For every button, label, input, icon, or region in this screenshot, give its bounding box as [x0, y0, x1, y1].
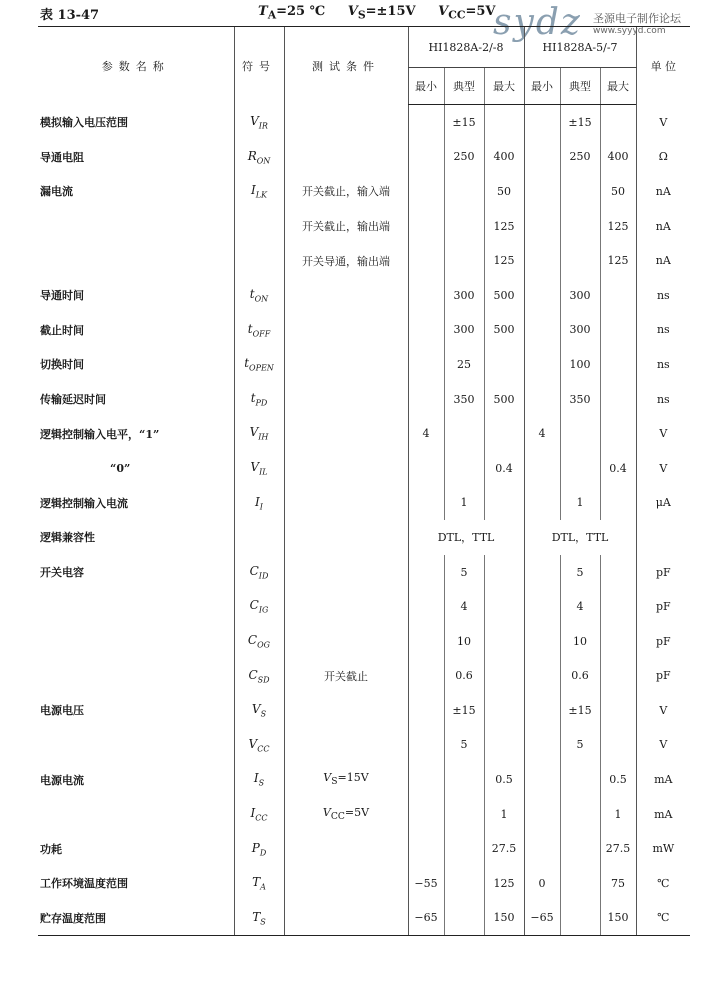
value-cell: 300 — [444, 313, 484, 348]
symbol: $t_{OFF}$ — [234, 313, 284, 348]
table-row — [38, 624, 690, 659]
watermark-url: www.syyyd.com — [593, 26, 666, 36]
unit: V — [636, 728, 690, 763]
watermark-logo: sydz — [493, 2, 582, 43]
table-row — [38, 589, 690, 624]
value-cell — [600, 382, 636, 417]
table-number: 表 13-47 — [40, 8, 100, 23]
value-cell — [444, 209, 484, 244]
value-cell — [408, 486, 444, 521]
value-cell — [444, 866, 484, 901]
col-condition: 测试条件 — [284, 27, 408, 105]
param-name: 模拟输入电压范围 — [40, 116, 128, 130]
value-cell — [524, 278, 560, 313]
value-cell — [444, 762, 484, 797]
value-cell: 50 — [600, 174, 636, 209]
symbol: $t_{ON}$ — [234, 278, 284, 313]
value-cell: 0 — [524, 866, 560, 901]
value-cell — [524, 140, 560, 175]
symbol: $T_S$ — [234, 901, 284, 936]
compat-value: DTL，TTL — [408, 520, 524, 555]
col-param: 参数名称 — [38, 27, 234, 105]
table-row — [38, 520, 690, 555]
value-cell — [484, 659, 524, 694]
param-name: 导通电阻 — [40, 150, 84, 164]
table-row — [38, 659, 690, 694]
value-cell — [600, 486, 636, 521]
value-cell: ±15 — [560, 693, 600, 728]
test-condition — [284, 347, 408, 382]
param-name: 导通时间 — [40, 289, 84, 303]
value-cell — [408, 831, 444, 866]
table-row — [38, 278, 690, 313]
col-max-2: 最大 — [600, 68, 636, 105]
table-row — [38, 313, 690, 348]
value-cell — [560, 243, 600, 278]
value-cell: 0.4 — [600, 451, 636, 486]
test-condition — [284, 486, 408, 521]
unit: mW — [636, 831, 690, 866]
value-cell: 125 — [600, 209, 636, 244]
value-cell: 125 — [484, 243, 524, 278]
value-cell — [408, 624, 444, 659]
param-name: 逻辑控制输入电流 — [40, 496, 128, 510]
table-row — [38, 174, 690, 209]
value-cell — [524, 451, 560, 486]
value-cell: 10 — [560, 624, 600, 659]
value-cell — [600, 347, 636, 382]
value-cell — [408, 347, 444, 382]
table-row — [38, 140, 690, 175]
value-cell — [600, 728, 636, 763]
value-cell — [524, 831, 560, 866]
value-cell: 75 — [600, 866, 636, 901]
unit: pF — [636, 555, 690, 590]
value-cell — [524, 243, 560, 278]
table-row — [38, 347, 690, 382]
unit: ℃ — [636, 901, 690, 936]
value-cell: 150 — [600, 901, 636, 936]
value-cell — [524, 693, 560, 728]
symbol: $C_{OG}$ — [234, 624, 284, 659]
param-name — [38, 659, 234, 694]
value-cell — [408, 589, 444, 624]
value-cell: 300 — [444, 278, 484, 313]
value-cell — [408, 105, 444, 140]
value-cell: 5 — [560, 555, 600, 590]
table-row — [38, 693, 690, 728]
value-cell: 500 — [484, 313, 524, 348]
value-cell — [484, 728, 524, 763]
param-name: 逻辑控制输入电平，“1” — [40, 427, 160, 441]
test-condition — [284, 382, 408, 417]
value-cell — [408, 659, 444, 694]
value-cell: 5 — [560, 728, 600, 763]
param-name: 截止时间 — [40, 323, 84, 337]
test-condition — [284, 624, 408, 659]
value-cell — [408, 382, 444, 417]
symbol: $V_{IL}$ — [234, 451, 284, 486]
value-cell — [524, 313, 560, 348]
value-cell — [484, 693, 524, 728]
unit — [636, 520, 690, 555]
symbol — [234, 209, 284, 244]
value-cell: 250 — [560, 140, 600, 175]
unit: μA — [636, 486, 690, 521]
param-name: 切换时间 — [40, 358, 84, 372]
table-row — [38, 243, 690, 278]
param-name — [38, 728, 234, 763]
table-row — [38, 728, 690, 763]
value-cell: 0.5 — [600, 762, 636, 797]
unit: ns — [636, 347, 690, 382]
value-cell: 400 — [484, 140, 524, 175]
unit: Ω — [636, 140, 690, 175]
table-row — [38, 209, 690, 244]
value-cell — [408, 243, 444, 278]
value-cell — [600, 659, 636, 694]
test-condition — [284, 105, 408, 140]
symbol: $t_{PD}$ — [234, 382, 284, 417]
value-cell — [524, 762, 560, 797]
param-name: 电源电流 — [40, 773, 84, 787]
value-cell — [484, 624, 524, 659]
value-cell — [524, 209, 560, 244]
test-conditions — [258, 4, 514, 22]
value-cell — [444, 174, 484, 209]
param-name: 传输延迟时间 — [40, 393, 106, 407]
value-cell — [524, 105, 560, 140]
value-cell — [600, 555, 636, 590]
value-cell — [524, 174, 560, 209]
table-row — [38, 416, 690, 451]
test-condition — [284, 451, 408, 486]
value-cell — [484, 589, 524, 624]
table-row — [38, 797, 690, 832]
compat-value: DTL，TTL — [524, 520, 636, 555]
table-row — [38, 866, 690, 901]
col-symbol: 符号 — [234, 27, 284, 105]
test-condition — [284, 728, 408, 763]
cond-vs: $V_S=\pm 15V$ — [347, 4, 416, 22]
value-cell: 1 — [560, 486, 600, 521]
table-row — [38, 901, 690, 936]
param-name: 电源电压 — [40, 704, 84, 718]
param-name: 逻辑兼容性 — [40, 531, 95, 545]
value-cell — [600, 589, 636, 624]
test-condition — [284, 278, 408, 313]
value-cell — [408, 555, 444, 590]
value-cell — [524, 589, 560, 624]
value-cell: 125 — [484, 209, 524, 244]
value-cell — [560, 866, 600, 901]
unit: V — [636, 105, 690, 140]
value-cell — [524, 728, 560, 763]
param-name — [38, 243, 234, 278]
value-cell: 300 — [560, 278, 600, 313]
value-cell: 50 — [484, 174, 524, 209]
value-cell: −65 — [408, 901, 444, 936]
value-cell: 27.5 — [484, 831, 524, 866]
unit: nA — [636, 243, 690, 278]
value-cell: ±15 — [560, 105, 600, 140]
unit: ns — [636, 382, 690, 417]
value-cell — [408, 728, 444, 763]
value-cell — [408, 140, 444, 175]
value-cell — [524, 382, 560, 417]
param-name: 开关电容 — [40, 566, 84, 580]
test-condition — [284, 555, 408, 590]
param-name — [38, 589, 234, 624]
value-cell — [484, 416, 524, 451]
unit: pF — [636, 624, 690, 659]
col-min-1: 最小 — [408, 68, 444, 105]
unit: nA — [636, 174, 690, 209]
value-cell: 1 — [600, 797, 636, 832]
value-cell: 4 — [444, 589, 484, 624]
value-cell — [560, 901, 600, 936]
test-condition — [284, 313, 408, 348]
test-condition: 开关截止 — [284, 659, 408, 694]
cond-ta: $T_A=25$ ℃ — [258, 4, 326, 22]
value-cell — [560, 831, 600, 866]
value-cell — [524, 797, 560, 832]
table-row — [38, 831, 690, 866]
value-cell: 0.6 — [560, 659, 600, 694]
test-condition — [284, 520, 408, 555]
value-cell — [444, 243, 484, 278]
table-body — [38, 105, 690, 936]
symbol: $P_D$ — [234, 831, 284, 866]
symbol: $R_{ON}$ — [234, 140, 284, 175]
test-condition — [284, 140, 408, 175]
unit: ℃ — [636, 866, 690, 901]
symbol: $V_{CC}$ — [234, 728, 284, 763]
test-condition — [284, 693, 408, 728]
value-cell: 5 — [444, 555, 484, 590]
param-name: 工作环境温度范围 — [40, 877, 128, 891]
table-row — [38, 382, 690, 417]
value-cell — [600, 105, 636, 140]
col-max-1: 最大 — [484, 68, 524, 105]
table-row — [38, 555, 690, 590]
watermark-site-name: 圣源电子制作论坛 — [593, 12, 681, 25]
value-cell — [524, 555, 560, 590]
value-cell: 5 — [444, 728, 484, 763]
symbol: $I_{LK}$ — [234, 174, 284, 209]
value-cell — [444, 416, 484, 451]
value-cell — [408, 693, 444, 728]
col-min-2: 最小 — [524, 68, 560, 105]
value-cell — [408, 797, 444, 832]
unit: pF — [636, 659, 690, 694]
value-cell — [560, 174, 600, 209]
value-cell — [484, 486, 524, 521]
unit: nA — [636, 209, 690, 244]
value-cell: 125 — [484, 866, 524, 901]
value-cell — [408, 762, 444, 797]
param-name — [38, 624, 234, 659]
value-cell — [600, 416, 636, 451]
value-cell — [408, 278, 444, 313]
value-cell: ±15 — [444, 105, 484, 140]
col-group-2: HI1828A-5/-7 — [524, 27, 636, 68]
param-name — [38, 209, 234, 244]
col-typ-2: 典型 — [560, 68, 600, 105]
test-condition — [284, 416, 408, 451]
value-cell: 150 — [484, 901, 524, 936]
param-name: “0” — [110, 461, 131, 475]
test-condition — [284, 831, 408, 866]
value-cell: 10 — [444, 624, 484, 659]
unit: V — [636, 416, 690, 451]
symbol: $T_A$ — [234, 866, 284, 901]
unit: mA — [636, 797, 690, 832]
value-cell: 250 — [444, 140, 484, 175]
symbol: $V_{IH}$ — [234, 416, 284, 451]
value-cell: 1 — [484, 797, 524, 832]
table-row — [38, 451, 690, 486]
test-condition: 开关截止，输入端 — [284, 174, 408, 209]
value-cell — [444, 797, 484, 832]
value-cell — [444, 901, 484, 936]
value-cell: 25 — [444, 347, 484, 382]
test-condition — [284, 866, 408, 901]
param-name: 功耗 — [40, 842, 62, 856]
unit: pF — [636, 589, 690, 624]
col-typ-1: 典型 — [444, 68, 484, 105]
value-cell: 350 — [444, 382, 484, 417]
value-cell — [484, 555, 524, 590]
symbol: $C_{IG}$ — [234, 589, 284, 624]
symbol: $I_{CC}$ — [234, 797, 284, 832]
param-name: 贮存温度范围 — [38, 901, 234, 936]
param-name — [38, 797, 234, 832]
symbol: $I_S$ — [234, 762, 284, 797]
value-cell: 125 — [600, 243, 636, 278]
test-condition: $V_{CC}=5V$ — [284, 797, 408, 832]
value-cell: 500 — [484, 278, 524, 313]
value-cell — [408, 313, 444, 348]
value-cell — [524, 486, 560, 521]
symbol: $C_{SD}$ — [234, 659, 284, 694]
value-cell — [560, 451, 600, 486]
value-cell — [484, 347, 524, 382]
value-cell: 500 — [484, 382, 524, 417]
value-cell — [408, 174, 444, 209]
test-condition: 开关导通，输出端 — [284, 243, 408, 278]
value-cell — [600, 624, 636, 659]
symbol — [234, 243, 284, 278]
value-cell — [600, 313, 636, 348]
test-condition: 开关截止，输出端 — [284, 209, 408, 244]
value-cell — [444, 451, 484, 486]
value-cell: −55 — [408, 866, 444, 901]
value-cell — [560, 762, 600, 797]
value-cell — [560, 416, 600, 451]
symbol: $V_{IR}$ — [234, 105, 284, 140]
value-cell: ±15 — [444, 693, 484, 728]
value-cell: 0.5 — [484, 762, 524, 797]
table-row — [38, 762, 690, 797]
symbol: $I_I$ — [234, 486, 284, 521]
symbol: $V_S$ — [234, 693, 284, 728]
col-unit: 单 位 — [636, 27, 690, 105]
col-group-1: HI1828A-2/-8 — [408, 27, 524, 68]
unit: V — [636, 451, 690, 486]
value-cell — [600, 693, 636, 728]
value-cell — [560, 797, 600, 832]
symbol: $t_{OPEN}$ — [234, 347, 284, 382]
symbol: $C_{ID}$ — [234, 555, 284, 590]
test-condition — [284, 589, 408, 624]
param-name: 漏电流 — [40, 185, 73, 199]
value-cell — [524, 659, 560, 694]
value-cell: 27.5 — [600, 831, 636, 866]
unit: ns — [636, 313, 690, 348]
symbol — [234, 520, 284, 555]
value-cell: 400 — [600, 140, 636, 175]
value-cell — [560, 209, 600, 244]
value-cell — [600, 278, 636, 313]
unit: mA — [636, 762, 690, 797]
value-cell — [408, 209, 444, 244]
unit: ns — [636, 278, 690, 313]
table-row — [38, 486, 690, 521]
value-cell: 350 — [560, 382, 600, 417]
value-cell — [408, 451, 444, 486]
value-cell — [524, 347, 560, 382]
value-cell: 4 — [408, 416, 444, 451]
value-cell — [524, 624, 560, 659]
table-row — [38, 105, 690, 140]
value-cell: 0.4 — [484, 451, 524, 486]
test-condition — [284, 901, 408, 936]
cond-vcc: $V_{CC}=5V$ — [438, 4, 496, 22]
value-cell: 100 — [560, 347, 600, 382]
value-cell: 4 — [560, 589, 600, 624]
value-cell: 1 — [444, 486, 484, 521]
value-cell — [444, 831, 484, 866]
value-cell: −65 — [524, 901, 560, 936]
value-cell: 300 — [560, 313, 600, 348]
value-cell — [484, 105, 524, 140]
value-cell: 0.6 — [444, 659, 484, 694]
unit: V — [636, 693, 690, 728]
test-condition: $V_S=15V$ — [284, 762, 408, 797]
spec-table — [38, 26, 690, 936]
value-cell: 4 — [524, 416, 560, 451]
